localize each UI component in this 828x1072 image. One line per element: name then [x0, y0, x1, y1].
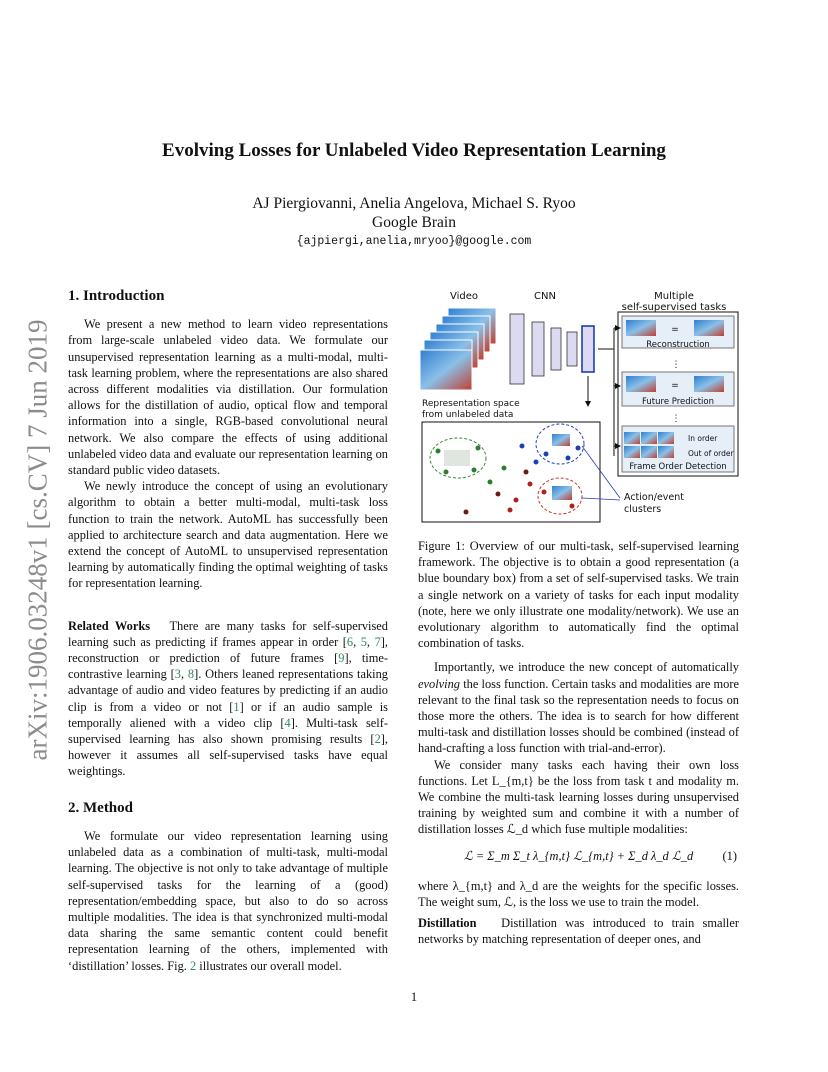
- distillation-paragraph: Distillation Distillation was introduced to train smaller networks by matching representation of deeper ones, and: [418, 916, 739, 947]
- right-paragraph-1: Importantly, we introduce the new concept of automatically evolving the loss function. Certain tasks and modalities are more relevant to the final task so the representation needs to focus on those more the others. The idea is to search for how different multi-task and distillation losses should be combined (instead of hand-crafting a loss function with trial-and-error).: [418, 660, 739, 756]
- equation-1: [418, 838, 739, 878]
- cnn-label: CNN: [534, 291, 556, 302]
- svg-text:⋮: ⋮: [671, 360, 681, 370]
- related-works-label: Related Works: [68, 618, 151, 633]
- right-paragraph-3: where λ_{m,t} and λ_d are the weights for the specific losses. The weight sum, ℒ, is the loss we use to train the model.: [418, 878, 739, 909]
- future-prediction-label: Future Prediction: [642, 397, 714, 407]
- video-label: Video: [450, 291, 479, 302]
- paper-title: Evolving Losses for Unlabeled Video Representation Learning: [162, 140, 666, 161]
- frame-order-task: [622, 426, 735, 472]
- distillation-label: Distillation: [418, 916, 477, 931]
- citation-link[interactable]: 8: [187, 667, 195, 682]
- related-works-paragraph: Related Works There are many tasks for self-supervised learning such as predicting if frames appear in order [6, 5, 7], reconstruction or prediction of future frames [9], time-contrastive learning [3, 8]. Others leaned representations taking advantage of audio and video features by predicting if an audio clip is from a video or not [1] or if an audio sample is temporally aliened with a video clip [4]. Multi-task self-supervised learning has also shown promising results [2], however it assumes all self-supervised tasks have equal weightings.: [68, 618, 389, 779]
- citation-link[interactable]: 6: [346, 634, 354, 649]
- embedding-clusters: [430, 424, 584, 515]
- right-paragraph-2: We consider many tasks each having their own loss functions. Let L_{m,t} be the loss from task t and modality m. We combine the multi-task learning losses during unsupervised training by weighted sum and combine it with a number of distillation losses ℒ_d which fuse multiple modalities:: [418, 757, 739, 837]
- citation-link[interactable]: 4: [284, 715, 291, 730]
- svg-text:=: =: [671, 325, 679, 335]
- reconstruction-label: Reconstruction: [646, 340, 710, 350]
- frame-order-label: Frame Order Detection: [629, 462, 727, 472]
- citation-link[interactable]: 3: [174, 667, 181, 682]
- citation-link[interactable]: 7: [374, 634, 381, 649]
- equation-number: (1): [722, 848, 737, 863]
- citation-link[interactable]: 1: [233, 699, 240, 714]
- svg-text:=: =: [671, 381, 679, 391]
- affiliation: Google Brain: [372, 214, 456, 231]
- intro-paragraph-1: We present a new method to learn video representations from large-scale unlabeled video data. We formulate our unsupervised representation learning as a multi-modal, multi-task learning problem, where the representations are also shared across different modalities via distillation. Our formulation allows for the distillation of audio, optical flow and temporal information into a single, RGB-based convolutional neural network. We also compare the effects of using additional unlabeled video data and evaluate our representation learning on standard public video datasets.: [68, 317, 388, 478]
- arxiv-sidebar: [18, 300, 58, 780]
- citation-link[interactable]: 5: [360, 634, 367, 649]
- rep-space-label: from unlabeled data: [422, 410, 514, 420]
- future-prediction-task: [622, 372, 734, 407]
- tasks-label: self-supervised tasks: [621, 302, 727, 313]
- figure-1-diagram: [418, 286, 742, 526]
- citation-link[interactable]: 2: [374, 732, 381, 747]
- reconstruction-task: [622, 316, 734, 350]
- arxiv-identifier: arXiv:1906.03248v1 [cs.CV] 7 Jun 2019: [22, 319, 53, 761]
- intro-heading: 1. Introduction: [68, 288, 165, 304]
- page-number: 1: [410, 990, 418, 1004]
- video-frames: [420, 308, 496, 390]
- representation-layer: [582, 326, 594, 372]
- figure-1-caption: Figure 1: Overview of our multi-task, self-supervised learning framework. The objective is to obtain a good representation (a blue boundary box) from a set of self-supervised tasks. We train a single network on a variety of tasks for each input modality (note, here we only illustrate one modality/network). We use an evolutionary algorithm to automatically find the optimal combination of tasks.: [418, 539, 739, 651]
- method-paragraph: We formulate our video representation learning using unlabeled data as a combination of multi-task, multi-modal learning. The objective is not only to take advantage of multiple self-supervised tasks for the learning of a (good) representation/embedding space, but also to do so across multiple modalities. The idea is that synchronized multi-modal data sharing the same semantic content could benefit representation learning of the others, implemented with ‘distillation’ losses. Fig. 2 illustrates our overall model.: [68, 828, 388, 973]
- svg-text:⋮: ⋮: [671, 414, 681, 424]
- cnn-layers: [510, 314, 577, 384]
- citation-link[interactable]: 9: [338, 651, 345, 666]
- intro-paragraph-2: We newly introduce the concept of using an evolutionary algorithm to obtain a better multi-modal, multi-task loss function to train the network. AutoML has successfully been applied to architecture search and data augmentation. Here we extend the concept of AutoML to unsupervised representation learning by automatically finding the optimal weighting of tasks for representation learning.: [68, 479, 388, 591]
- email: {ajpiergi,anelia,mryoo}@google.com: [296, 235, 532, 248]
- clusters-label: Action/event: [624, 492, 685, 503]
- in-order-label: In order: [688, 434, 718, 443]
- tasks-label: Multiple: [654, 291, 694, 302]
- out-of-order-label: Out of order: [688, 449, 734, 458]
- figure-link[interactable]: 2: [189, 958, 197, 973]
- left-column: [68, 288, 388, 974]
- equation-body: ℒ = Σ_m Σ_t λ_{m,t} ℒ_{m,t} + Σ_d λ_d ℒ_d: [463, 848, 694, 863]
- right-column: [418, 538, 739, 947]
- rep-space-label: Representation space: [422, 399, 520, 409]
- method-heading: 2. Method: [68, 799, 133, 816]
- authors: AJ Piergiovanni, Anelia Angelova, Michael S. Ryoo: [252, 195, 576, 212]
- clusters-label: clusters: [624, 504, 662, 515]
